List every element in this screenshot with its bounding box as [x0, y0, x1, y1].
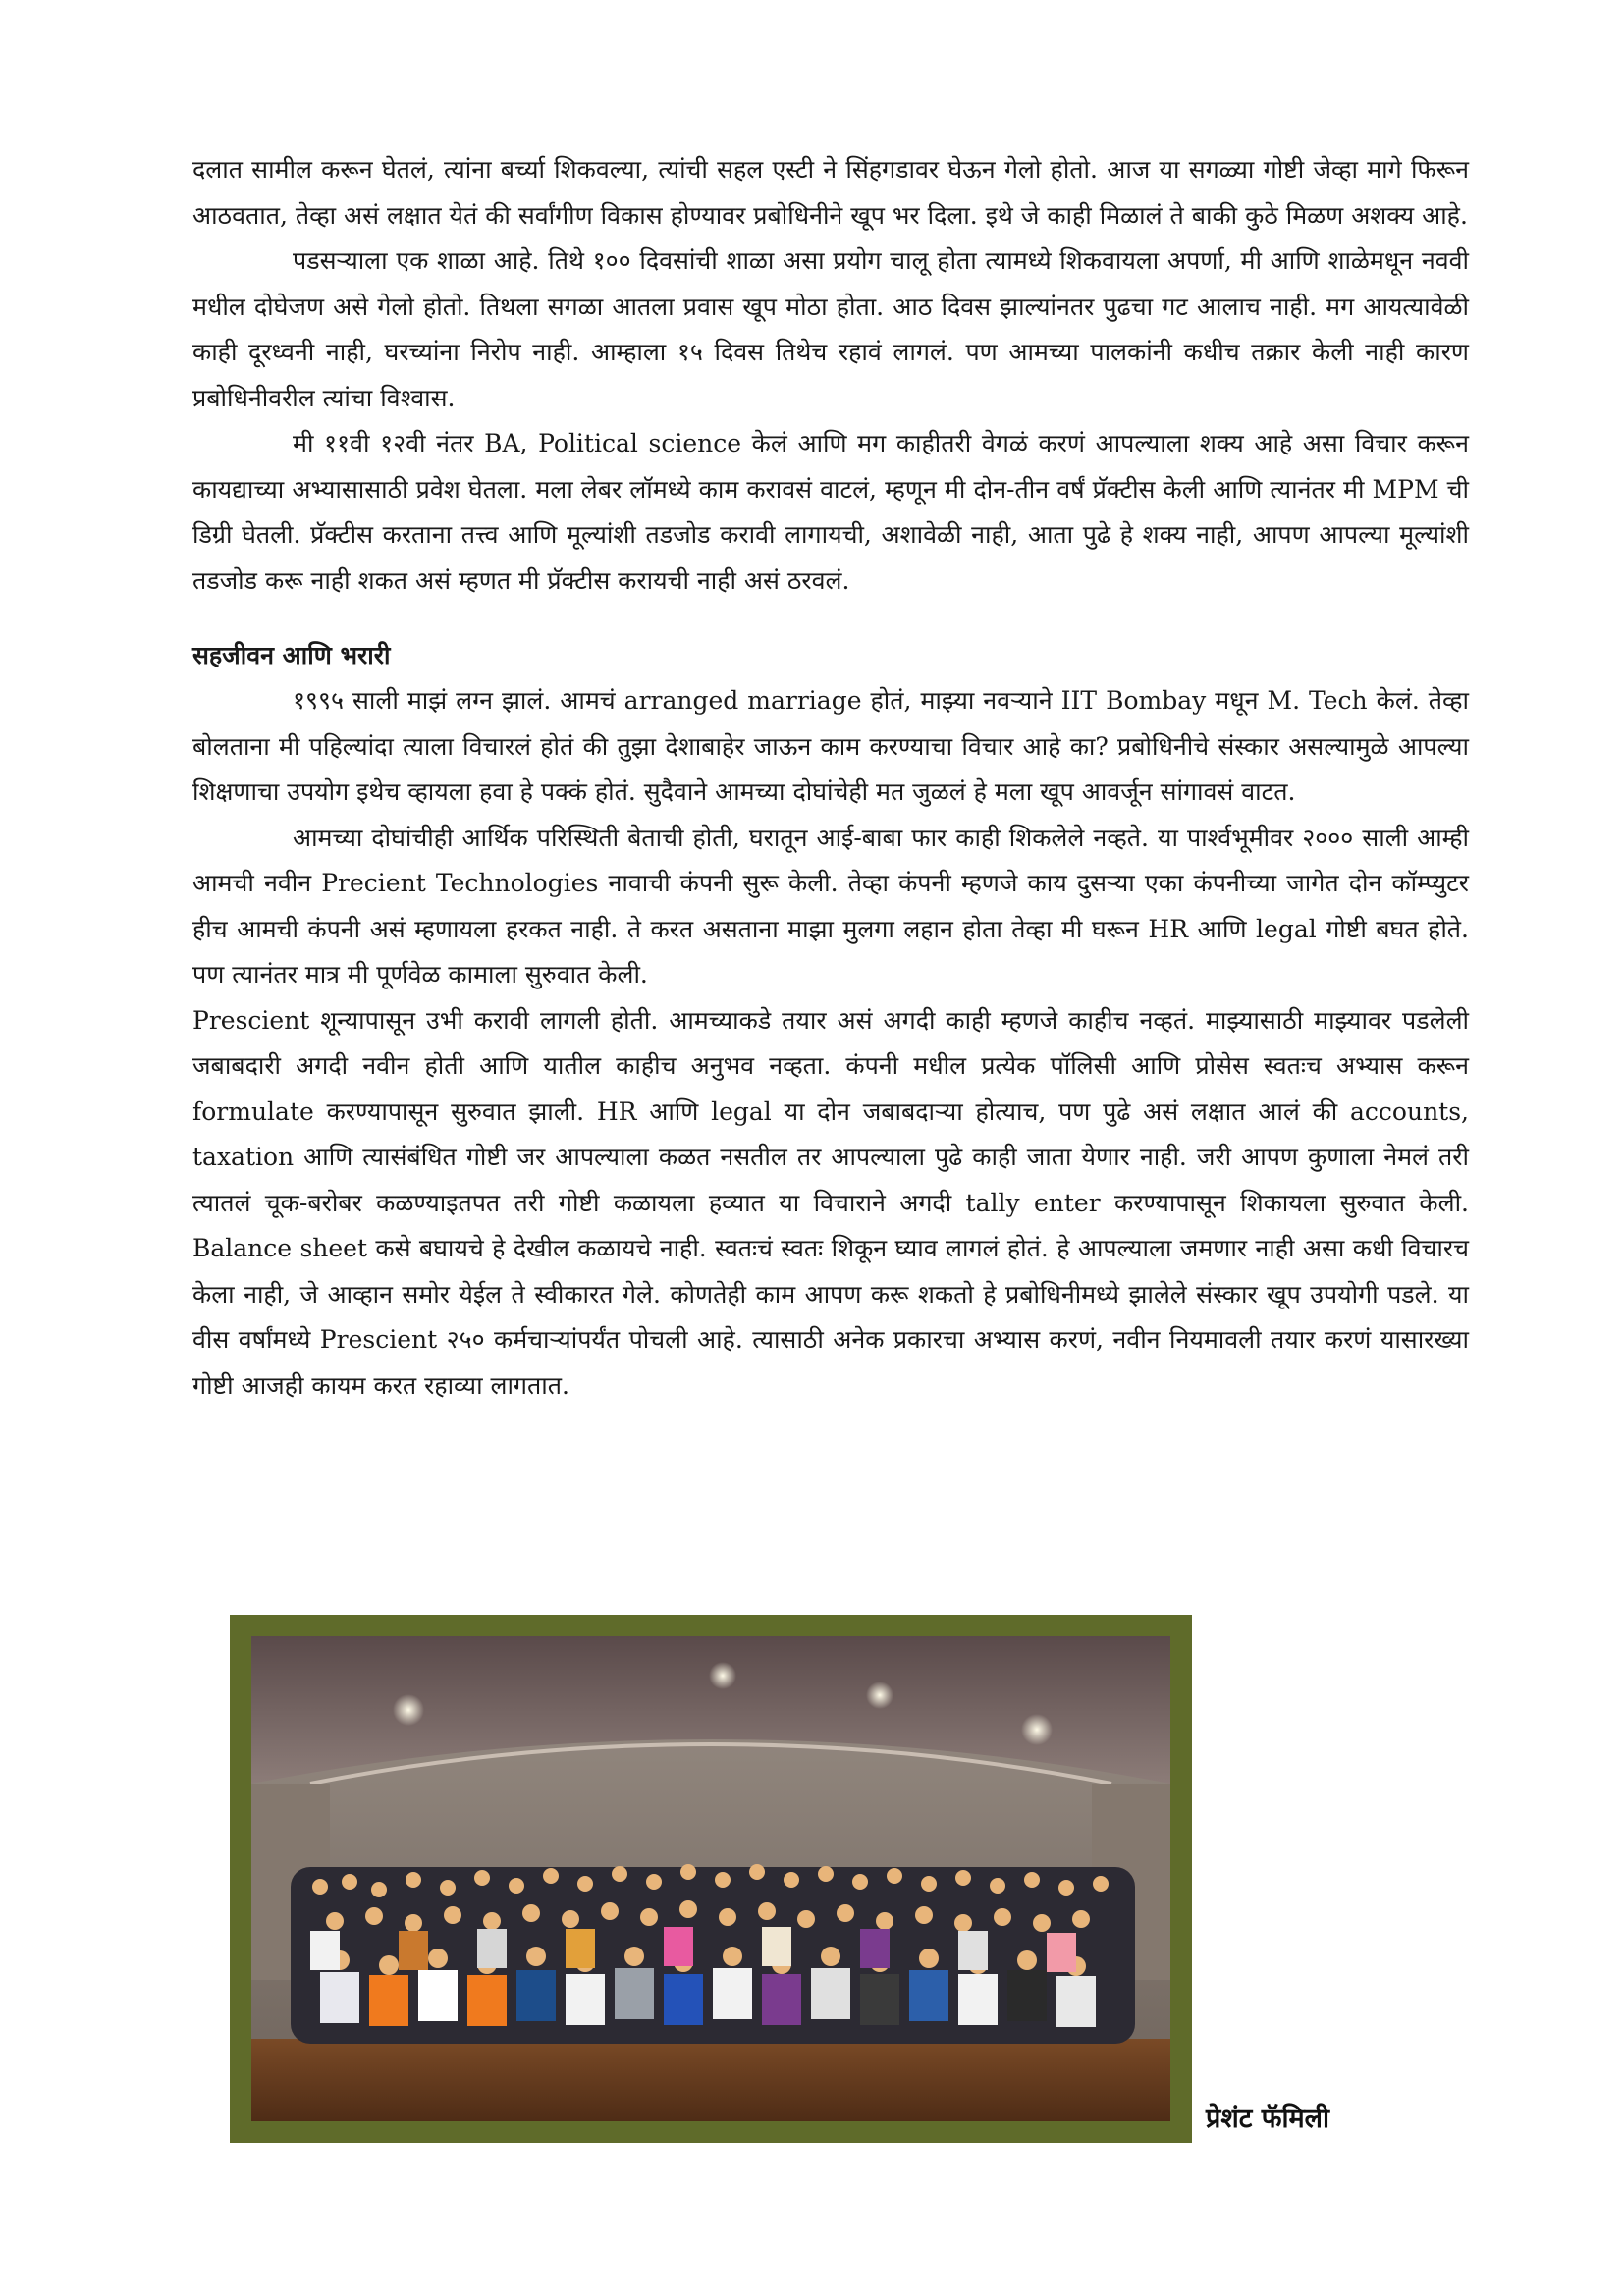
section-heading: सहजीवन आणि भरारी — [192, 641, 391, 669]
paragraph-company-start: आमच्या दोघांचीही आर्थिक परिस्थिती बेताची होती, घरातून आई-बाबा फार काही शिकलेले नव्हते. या पार्श्वभूमीवर २००० साली आम्ही आमची नवीन Precient Technologies नावाची कंपनी सुरू केली. तेव्हा कंपनी म्हणजे काय दुसऱ्या एका कंपनीच्या जागेत दोन कॉम्प्युटर हीच आमची कंपनी असं म्हणायला हरकत नाही. ते करत असताना माझा मुलगा लहान होता तेव्हा मी घरून HR आणि legal गोष्टी बघत होते. पण त्यानंतर मात्र मी पूर्णवेळ कामाला सुरुवात केली. — [192, 823, 1469, 988]
paragraph-continuation: दलात सामील करून घेतलं, त्यांना बर्च्या शिकवल्या, त्यांची सहल एस्टी ने सिंहगडावर घेऊन गेलो होतो. आज या सगळ्या गोष्टी जेव्हा मागे फिरून आठवतात, तेव्हा असं लक्षात येतं की सर्वांगीण विकास होण्यावर प्रबोधिनीने खूप भर दिला. इथे जे काही मिळालं ते बाकी कुठे मिळण अशक्य आहे. — [192, 155, 1469, 230]
group-photo-frame — [230, 1615, 1192, 2143]
paragraph-prescient-growth: Prescient शून्यापासून उभी करावी लागली होती. आमच्याकडे तयार असं अगदी काही म्हणजे काहीच नव्हतं. माझ्यासाठी माझ्यावर पडलेली जबाबदारी अगदी नवीन होती आणि यातील काहीच अनुभव नव्हता. कंपनी मधील प्रत्येक पॉलिसी आणि प्रोसेस स्वतःच अभ्यास करून formulate करण्यापासून सुरुवात झाली. HR आणि legal या दोन जबाबदाऱ्या होत्याच, पण पुढे असं लक्षात आलं की accounts, taxation आणि त्यासंबंधित गोष्टी जर आपल्याला कळत नसतील तर आपल्याला पुढे काही जाता येणार नाही. जरी आपण कुणाला नेमलं तरी त्यातलं चूक-बरोबर कळण्याइतपत तरी गोष्टी कळायला हव्यात या विचाराने अगदी tally enter करण्यापासून शिकायला सुरुवात केली. Balance sheet कसे बघायचे हे देखील कळायचे नाही. स्वतःचं स्वतः शिकून घ्याव लागलं होतं. हे आपल्याला जमणार नाही असा कधी विचारच केला नाही, जे आव्हान समोर येईल ते स्वीकारत गेले. कोणतेही काम आपण करू शकतो हे प्रबोधिनीमध्ये झालेले संस्कार खूप उपयोगी पडले. या वीस वर्षांमध्ये Prescient २५० कर्मचाऱ्यांपर्यंत पोचली आहे. त्यासाठी अनेक प्रकारचा अभ्यास करणं, नवीन नियमावली तयार करणं यासारख्या गोष्टी आजही कायम करत रहाव्या लागतात. — [192, 1005, 1469, 1400]
article-body — [192, 147, 1469, 1409]
paragraph-marriage: १९९५ साली माझं लग्न झालं. आमचं arranged marriage होतं, माझ्या नवऱ्याने IIT Bombay मधून M. Tech केलं. तेव्हा बोलताना मी पहिल्यांदा त्याला विचारलं होतं की तुझा देशाबाहेर जाऊन काम करण्याचा विचार आहे का? प्रबोधिनीचे संस्कार असल्यामुळे आपल्या शिक्षणाचा उपयोग इथेच व्हायला हवा हे पक्कं होतं. सुदैवाने आमच्या दोघांचेही मत जुळलं हे मला खूप आवर्जून सांगावसं वाटत. — [192, 686, 1469, 806]
photo-caption: प्रेशंट फॅमिली — [1206, 2104, 1329, 2134]
paragraph-padsare-school: पडसऱ्याला एक शाळा आहे. तिथे १०० दिवसांची शाळा असा प्रयोग चालू होता त्यामध्ये शिकवायला अपर्णा, मी आणि शाळेमधून नववी मधील दोघेजण असे गेलो होतो. तिथला सगळा आतला प्रवास खूप मोठा होता. आठ दिवस झाल्यांनतर पुढचा गट आलाच नाही. मग आयत्यावेळी काही दूरध्वनी नाही, घरच्यांना निरोप नाही. आम्हाला १५ दिवस तिथेच रहावं लागलं. पण आमच्या पालकांनी कधीच तक्रार केली नाही कारण प्रबोधिनीवरील त्यांचा विश्वास. — [192, 246, 1469, 412]
group-photo — [251, 1636, 1170, 2121]
paragraph-education-law: मी ११वी १२वी नंतर BA, Political science केलं आणि मग काहीतरी वेगळं करणं आपल्याला शक्य आहे असा विचार करून कायद्याच्या अभ्यासासाठी प्रवेश घेतला. मला लेबर लॉमध्ये काम करावसं वाटलं, म्हणून मी दोन-तीन वर्षं प्रॅक्टीस केली आणि त्यानंतर मी MPM ची डिग्री घेतली. प्रॅक्टीस करताना तत्त्व आणि मूल्यांशी तडजोड करावी लागायची, अशावेळी नाही, आता पुढे हे शक्य नाही, आपण आपल्या मूल्यांशी तडजोड करू नाही शकत असं म्हणत मी प्रॅक्टीस करायची नाही असं ठरवलं. — [192, 429, 1469, 595]
